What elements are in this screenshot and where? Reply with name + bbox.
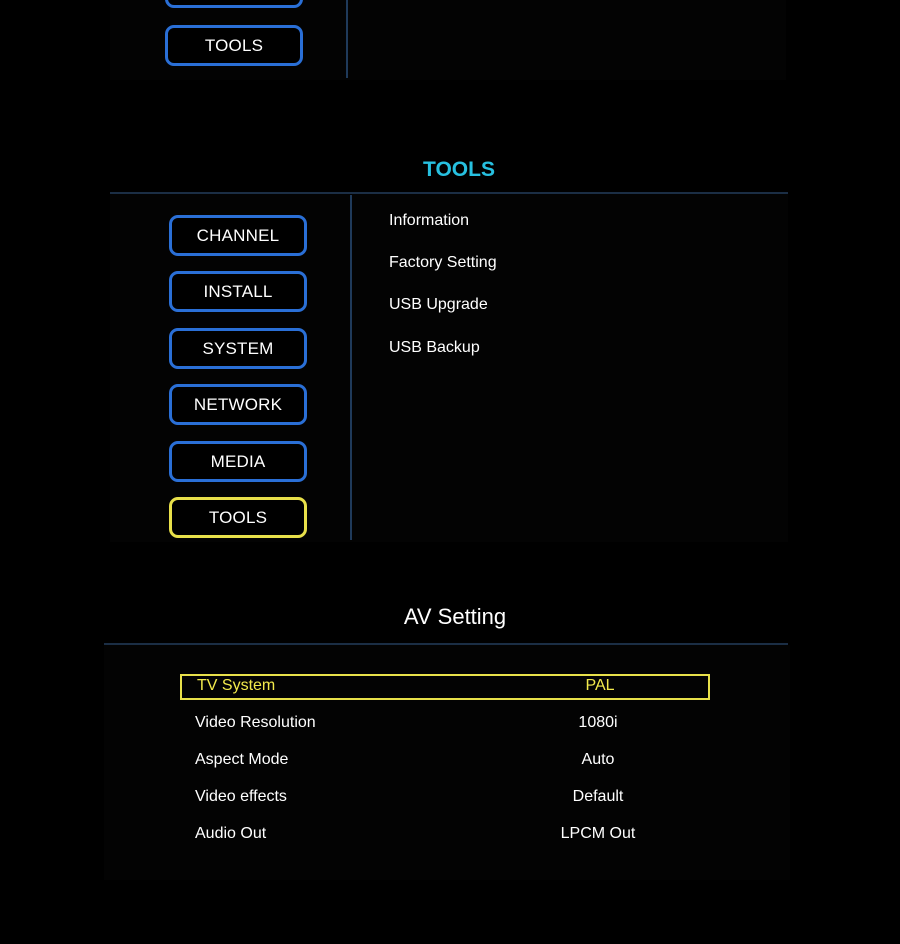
menu-label-media: MEDIA <box>210 451 266 471</box>
av-row-video-resolution[interactable] <box>180 711 710 737</box>
av-value-video-effects: Default <box>572 788 624 805</box>
av-label-aspect-mode: Aspect Mode <box>195 751 289 768</box>
av-value-video-resolution: 1080i <box>578 714 618 731</box>
av-row-tv-system[interactable] <box>180 674 710 700</box>
av-label-video-effects: Video effects <box>195 788 287 805</box>
av-value-tv-system: PAL <box>585 677 615 694</box>
menu-button-network[interactable] <box>169 384 307 425</box>
menu-label-network: NETWORK <box>193 394 283 414</box>
av-row-audio-out[interactable] <box>180 822 710 848</box>
av-value-aspect-mode: Auto <box>581 751 615 768</box>
submenu-item-usb-upgrade[interactable]: USB Upgrade <box>389 296 488 313</box>
av-row-aspect-mode[interactable] <box>180 748 710 774</box>
menu-label-system: SYSTEM <box>202 338 274 358</box>
av-row-video-effects[interactable] <box>180 785 710 811</box>
av-label-audio-out: Audio Out <box>195 825 267 842</box>
av-label-video-resolution: Video Resolution <box>195 714 316 731</box>
top-partial-button[interactable] <box>165 0 303 8</box>
menu-label-channel: CHANNEL <box>196 225 280 245</box>
av-value-audio-out: LPCM Out <box>560 825 636 842</box>
top-menu-tools-button[interactable] <box>165 25 303 66</box>
menu-label-install: INSTALL <box>203 281 273 301</box>
av-label-tv-system: TV System <box>197 677 276 694</box>
submenu-item-information[interactable]: Information <box>389 212 470 229</box>
menu-button-channel[interactable] <box>169 215 307 256</box>
tools-divider <box>350 195 352 540</box>
menu-button-install[interactable] <box>169 271 307 312</box>
menu-button-media[interactable] <box>169 441 307 482</box>
av-setting-title: AV Setting <box>403 604 507 629</box>
menu-button-system[interactable] <box>169 328 307 369</box>
submenu-item-factory-setting[interactable]: Factory Setting <box>389 254 497 271</box>
top-menu-tools-label: TOOLS <box>204 35 264 55</box>
submenu-item-usb-backup[interactable]: USB Backup <box>389 339 480 356</box>
menu-button-tools[interactable] <box>169 497 307 538</box>
top-divider <box>346 0 348 78</box>
menu-label-tools: TOOLS <box>208 507 268 527</box>
tools-section-title: TOOLS <box>423 158 495 181</box>
